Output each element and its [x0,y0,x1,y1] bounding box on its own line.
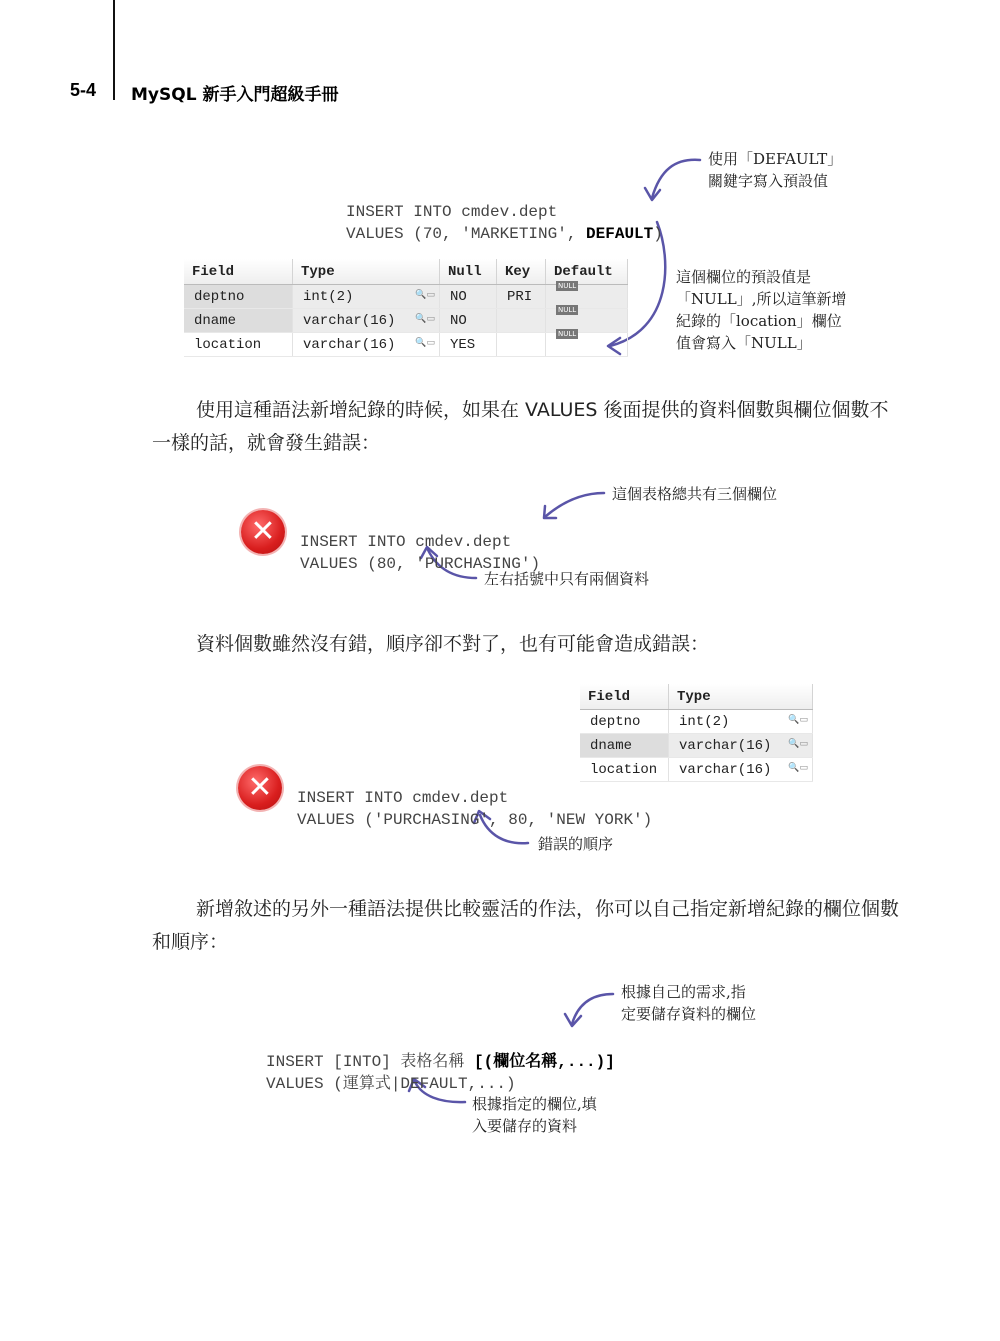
error-x-icon: ✕ [241,510,285,554]
code-line: INSERT INTO cmdev.dept [297,789,509,807]
cell-field: location [580,758,669,782]
type-text: int(2) [679,713,730,730]
magnify-key-icon: 🔍▭ [788,739,808,749]
dept-structure-table [184,259,628,357]
cell-type [293,309,440,333]
magnify-key-icon: 🔍▭ [788,715,808,725]
table-row [580,734,813,758]
cell-field: dname [580,734,669,758]
paragraph-flexible-syntax: 新增敘述的另外一種語法提供比較靈活的作法，你可以自己指定新增紀錄的欄位個數和順序： [152,898,900,953]
cell-null: YES [440,333,497,357]
table-row [580,710,813,734]
note-default-keyword: 使用「DEFAULT」 關鍵字寫入預設值 [708,150,843,190]
null-badge: NULL [558,329,577,338]
column-header: Field [580,684,669,710]
cell-key: PRI [497,285,546,309]
cell-null: NO [440,309,497,333]
cell-key [497,309,546,333]
code-insert-syntax [266,1029,615,1095]
note-specify-columns: 根據自己的需求,指 定要儲存資料的欄位 [621,983,757,1023]
code-line: VALUES ('PURCHASING', 80, 'NEW YORK') [297,811,653,829]
note-null-default: 這個欄位的預設值是 「NULL」,所以這筆新增 紀錄的「location」欄位 值會寫入「NULL」 [676,268,847,352]
column-list-syntax: [(欄位名稱,...)] [474,1053,615,1071]
cell-field: deptno [580,710,669,734]
type-text: varchar(16) [679,737,772,754]
column-header: Field [184,259,293,285]
code-paren: ) [653,225,663,243]
cell-type [669,758,813,782]
arrow-three-columns [546,493,604,516]
book-title: MySQL 新手入門超級手冊 [131,85,339,105]
cell-type [293,285,440,309]
table-row [184,333,628,357]
paragraph-mismatch-count: 使用這種語法新增紀錄的時候，如果在 VALUES 後面提供的資料個數與欄位個數不一樣的話，就會發生錯誤： [152,399,889,454]
page-number: 5-4 [70,80,97,100]
note-two-values: 左右括號中只有兩個資料 [484,570,650,588]
type-text: varchar(16) [303,312,396,329]
magnify-key-icon: 🔍▭ [788,763,808,773]
cell-field: location [184,333,293,357]
code-insert-default [346,179,663,245]
default-keyword: DEFAULT [586,225,654,243]
code-line: VALUES (70, 'MARKETING', [346,225,587,243]
magnify-key-icon: 🔍▭ [415,314,435,324]
magnify-key-icon: 🔍▭ [415,290,435,300]
magnify-key-icon: 🔍▭ [415,338,435,348]
code-line: VALUES (80, 'PURCHASING') [300,555,541,573]
column-header: Type [293,259,440,285]
cell-key [497,333,546,357]
cell-field: deptno [184,285,293,309]
type-text: varchar(16) [679,761,772,778]
paragraph-wrong-order: 資料個數雖然沒有錯，順序卻不對了，也有可能會造成錯誤： [196,633,710,655]
type-text: varchar(16) [303,336,396,353]
cell-type [669,734,813,758]
column-header: Default [546,259,628,285]
code-line: INSERT INTO cmdev.dept [346,203,558,221]
cell-field: dname [184,309,293,333]
table-header-row [580,684,813,710]
null-badge: NULL [558,305,577,314]
column-header: Null [440,259,497,285]
note-three-columns: 這個表格總共有三個欄位 [612,485,778,503]
cell-type [293,333,440,357]
column-header: Key [497,259,546,285]
code-line: INSERT INTO cmdev.dept [300,533,512,551]
code-line: INSERT [INTO] 表格名稱 [266,1053,475,1071]
code-insert-wrong-order [297,765,652,831]
error-x-icon: ✕ [238,766,282,810]
cell-default [546,329,628,357]
cell-type [669,710,813,734]
column-header: Type [669,684,813,710]
code-insert-missing [300,509,540,575]
note-wrong-order: 錯誤的順序 [538,835,614,853]
null-badge: NULL [558,281,577,290]
cell-null: NO [440,285,497,309]
type-text: int(2) [303,288,354,305]
code-line: VALUES (運算式|DEFAULT,...) [266,1075,516,1093]
note-fill-values: 根據指定的欄位,填 入要儲存的資料 [472,1095,597,1135]
